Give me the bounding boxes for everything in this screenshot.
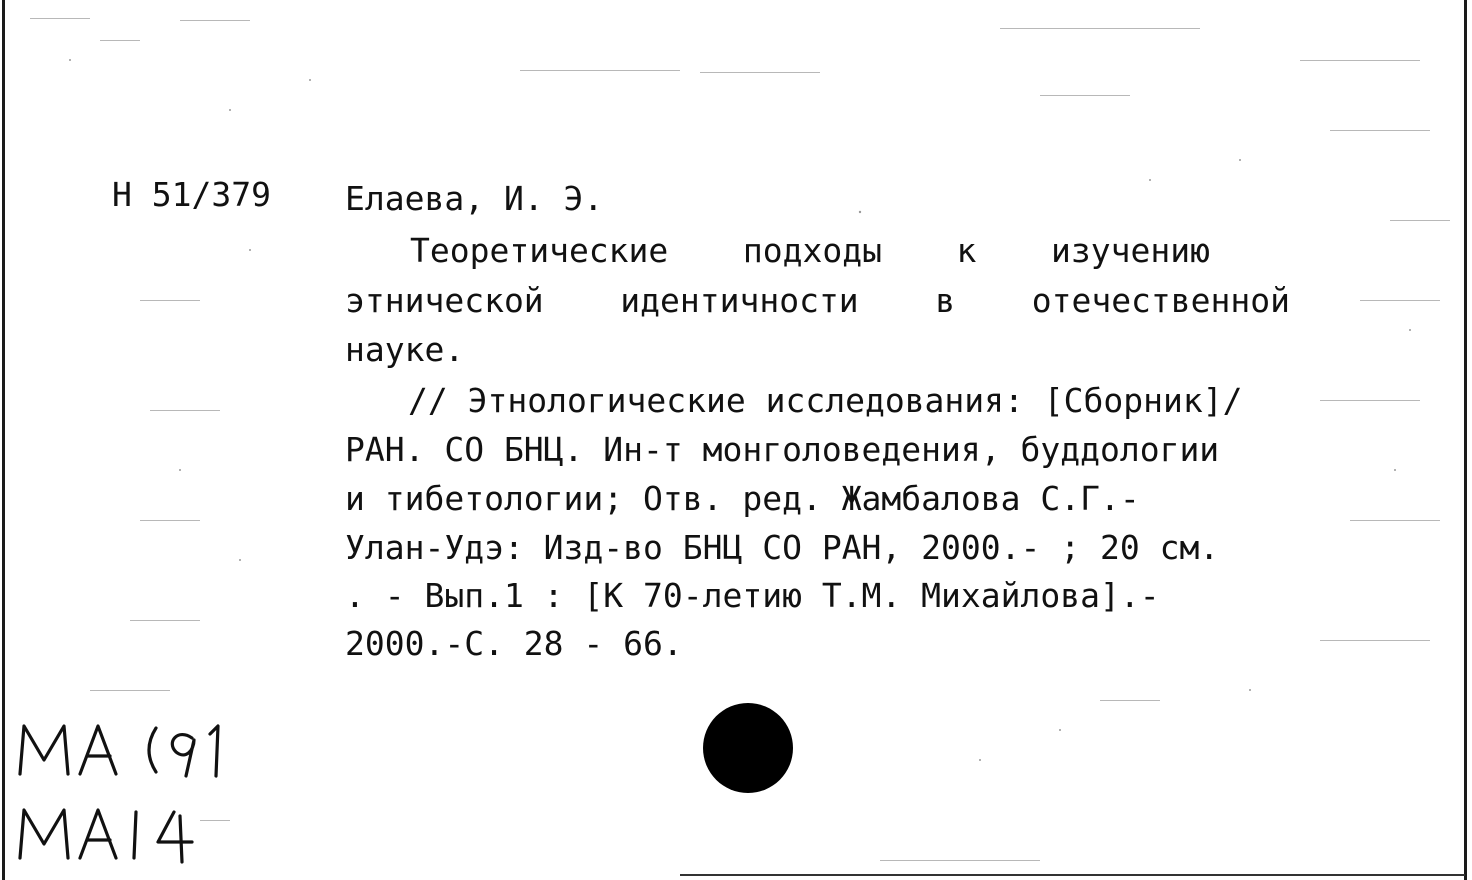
source-line-1: // Этнологические исследования: [Сборник]/ <box>408 381 1243 420</box>
source-line-6: 2000.-С. 28 - 66. <box>345 624 683 663</box>
title-word: идентичности <box>620 281 859 320</box>
punch-hole <box>703 703 793 793</box>
title-word: к <box>956 231 977 270</box>
title-word: изучению <box>1051 231 1210 270</box>
title-line-2 <box>345 281 1290 320</box>
author: Елаева, И. Э. <box>345 179 604 218</box>
handwritten-call-numbers <box>14 712 244 872</box>
shelf-mark: Н 51/379 <box>112 175 271 214</box>
title-word: отечественной <box>1031 281 1290 320</box>
title-word: подходы <box>742 231 882 270</box>
card-right-edge <box>1464 0 1467 880</box>
title-word: этнической <box>345 281 544 320</box>
source-line-3: и тибетологии; Отв. ред. Жамбалова С.Г.- <box>345 479 1140 518</box>
card-bottom-edge <box>680 874 1465 876</box>
source-line-4: Улан-Удэ: Изд-во БНЦ СО РАН, 2000.- ; 20 см. <box>345 528 1220 567</box>
title-line-3: науке. <box>345 330 465 369</box>
title-word: Теоретические <box>410 231 669 270</box>
source-line-2: РАН. СО БНЦ. Ин-т монголоведения, буддологии <box>345 430 1220 469</box>
title-line-1 <box>410 231 1210 270</box>
card-left-edge <box>2 0 5 880</box>
source-line-5: . - Вып.1 : [К 70-летию Т.М. Михайлова].- <box>345 576 1160 615</box>
title-word: в <box>935 281 956 320</box>
